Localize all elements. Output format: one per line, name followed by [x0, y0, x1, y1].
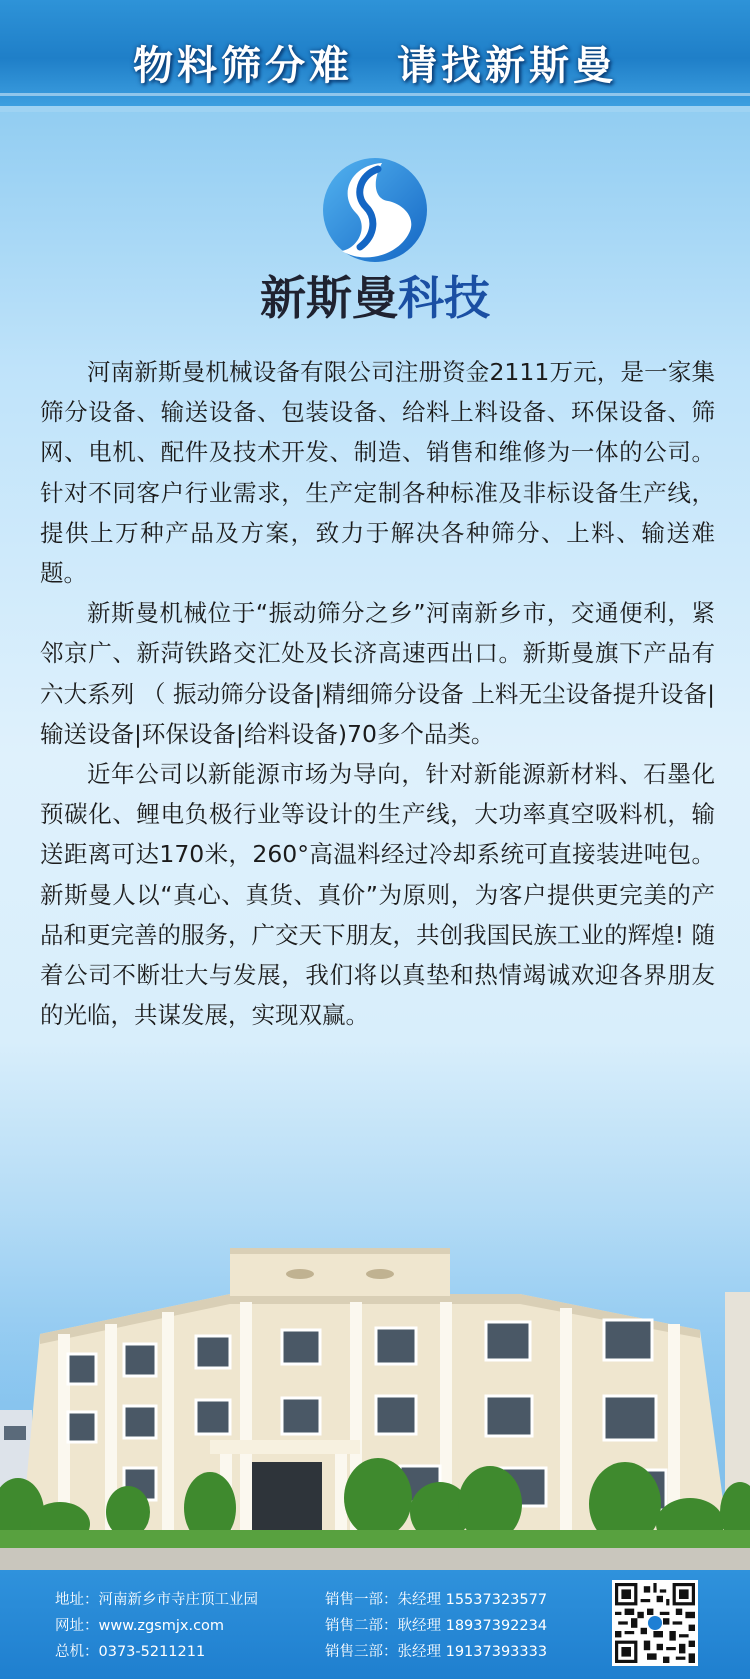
headline-part2: 请找新斯曼 — [397, 42, 617, 89]
qr-code-icon[interactable] — [612, 1580, 698, 1666]
header-banner — [0, 0, 750, 112]
sales-dept-1: 销售一部：朱经理 15537323577 — [325, 1592, 548, 1608]
address: 地址：河南新乡市寺庄顶工业园 — [55, 1592, 258, 1608]
contact-sales-column — [325, 1587, 547, 1665]
website-link[interactable]: 网址：www.zgsmjx.com — [55, 1618, 225, 1634]
intro-paragraph-1: 河南新斯曼机械设备有限公司注册资金2111万元，是一家集筛分设备、输送设备、包装设备、给料上料设备、环保设备、筛网、电机、配件及技术开发、制造、销售和维修为一体的公司。针对不同客户行业需求，生产定制各种标准及非标设备生产线，提供上万种产品及方案，致力于解决各种筛分、上料、输送难题。 — [40, 358, 715, 588]
switchboard-phone: 总机：0373-5211211 — [55, 1644, 206, 1660]
brand-name-main: 新斯曼 — [260, 271, 398, 325]
contact-footer — [0, 1570, 750, 1679]
company-logo-icon — [320, 155, 430, 265]
contact-left-column — [55, 1587, 258, 1665]
brand-name-accent: 科技 — [398, 271, 490, 325]
intro-paragraph-2: 新斯曼机械位于“振动筛分之乡”河南新乡市，交通便利，紧邻京广、新菏铁路交汇处及长济高速西出口。新斯曼旗下产品有六大系列 （ 振动筛分设备|精细筛分设备 上料无尘设备提升设备| 输送设备|环保设备|给料设备)70多个品类。 — [40, 599, 715, 748]
headline — [0, 34, 750, 91]
company-introduction — [40, 352, 715, 1035]
brand-name — [0, 262, 750, 328]
headline-part1: 物料筛分难 — [133, 42, 353, 89]
sales-dept-3: 销售三部：张经理 19137393333 — [325, 1644, 548, 1660]
company-building-image — [0, 1212, 750, 1570]
intro-paragraph-3: 近年公司以新能源市场为导向，针对新能源新材料、石墨化预碳化、鲤电负极行业等设计的生产线，大功率真空吸料机，输送距离可达170米，260°高温料经过冷却系统可直接装进吨包。新斯曼人以“真心、真货、真价”为原则，为客户提供更完美的产品和更完善的服务，广交天下朋友，共创我国民族工业的辉煌! 随着公司不断壮大与发展，我们将以真垫和热情竭诚欢迎各界朋友的光临，共谋发展，实现双赢。 — [40, 760, 715, 1030]
sales-dept-2: 销售二部：耿经理 18937392234 — [325, 1618, 548, 1634]
